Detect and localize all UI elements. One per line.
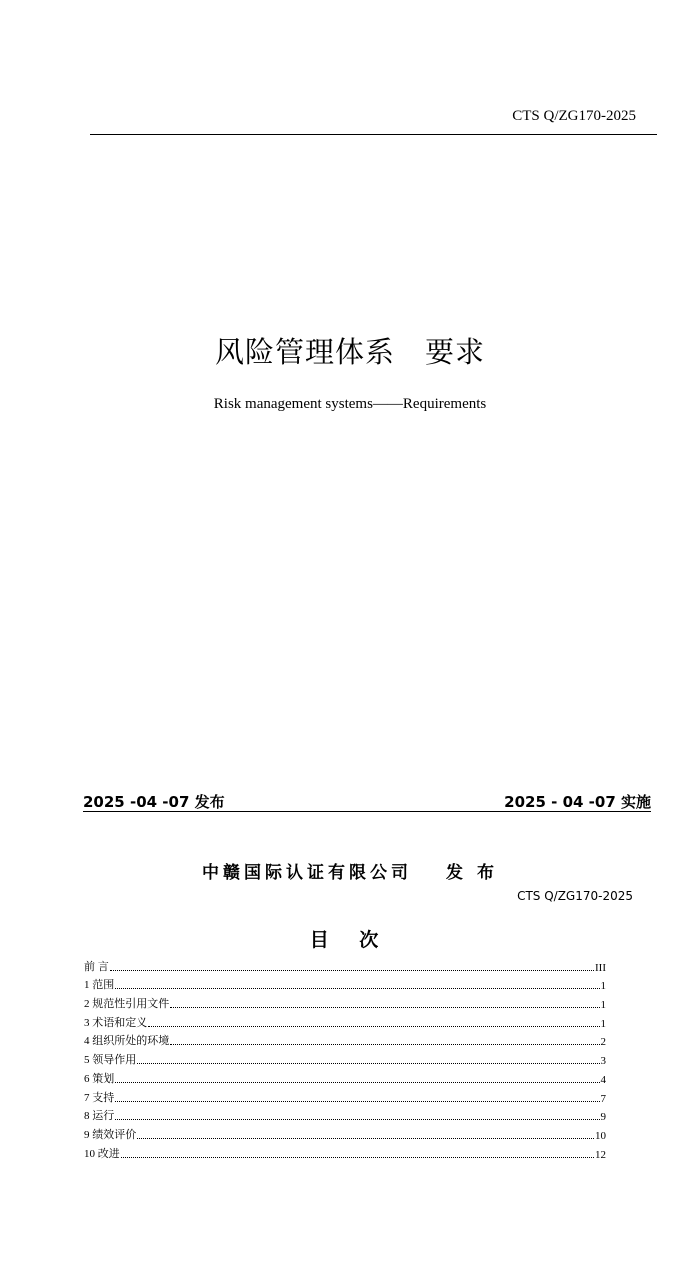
- publisher-name: 中赣国际认证有限公司: [202, 863, 413, 883]
- toc-item[interactable]: 2 规范性引用文件 1: [84, 998, 606, 1012]
- title-english: Risk management systems——Requirements: [213, 396, 487, 412]
- toc-item[interactable]: 10 改进 12: [84, 1147, 606, 1161]
- publisher-line: [0, 858, 700, 883]
- document-code-secondary: CTS Q/ZG170-2025: [517, 889, 633, 903]
- toc-item[interactable]: 5 领导作用 3: [84, 1054, 606, 1068]
- toc-item[interactable]: 4 组织所处的环境 2: [84, 1035, 606, 1049]
- toc-item[interactable]: 1 范围 1: [84, 979, 606, 993]
- publisher-action: 发 布: [446, 863, 498, 883]
- toc-item[interactable]: 3 术语和定义 1: [84, 1016, 606, 1030]
- toc-item[interactable]: 8 运行 9: [84, 1110, 606, 1124]
- toc-item[interactable]: 前 言 III: [84, 960, 606, 974]
- implement-date: 2025 - 04 -07 实施: [504, 793, 651, 811]
- toc-item[interactable]: 9 绩效评价 10: [84, 1128, 606, 1142]
- document-code: CTS Q/ZG170-2025: [512, 108, 636, 124]
- table-of-contents: [84, 955, 606, 1161]
- date-divider: [83, 811, 651, 812]
- toc-title: 目 次: [309, 929, 391, 951]
- title-chinese: 风险管理体系 要求: [214, 335, 485, 369]
- toc-item[interactable]: 6 策划 4: [84, 1072, 606, 1086]
- header-divider: [90, 134, 657, 135]
- date-row: [83, 791, 651, 812]
- publish-date: 2025 -04 -07 发布: [83, 793, 225, 811]
- toc-item[interactable]: 7 支持 7: [84, 1091, 606, 1105]
